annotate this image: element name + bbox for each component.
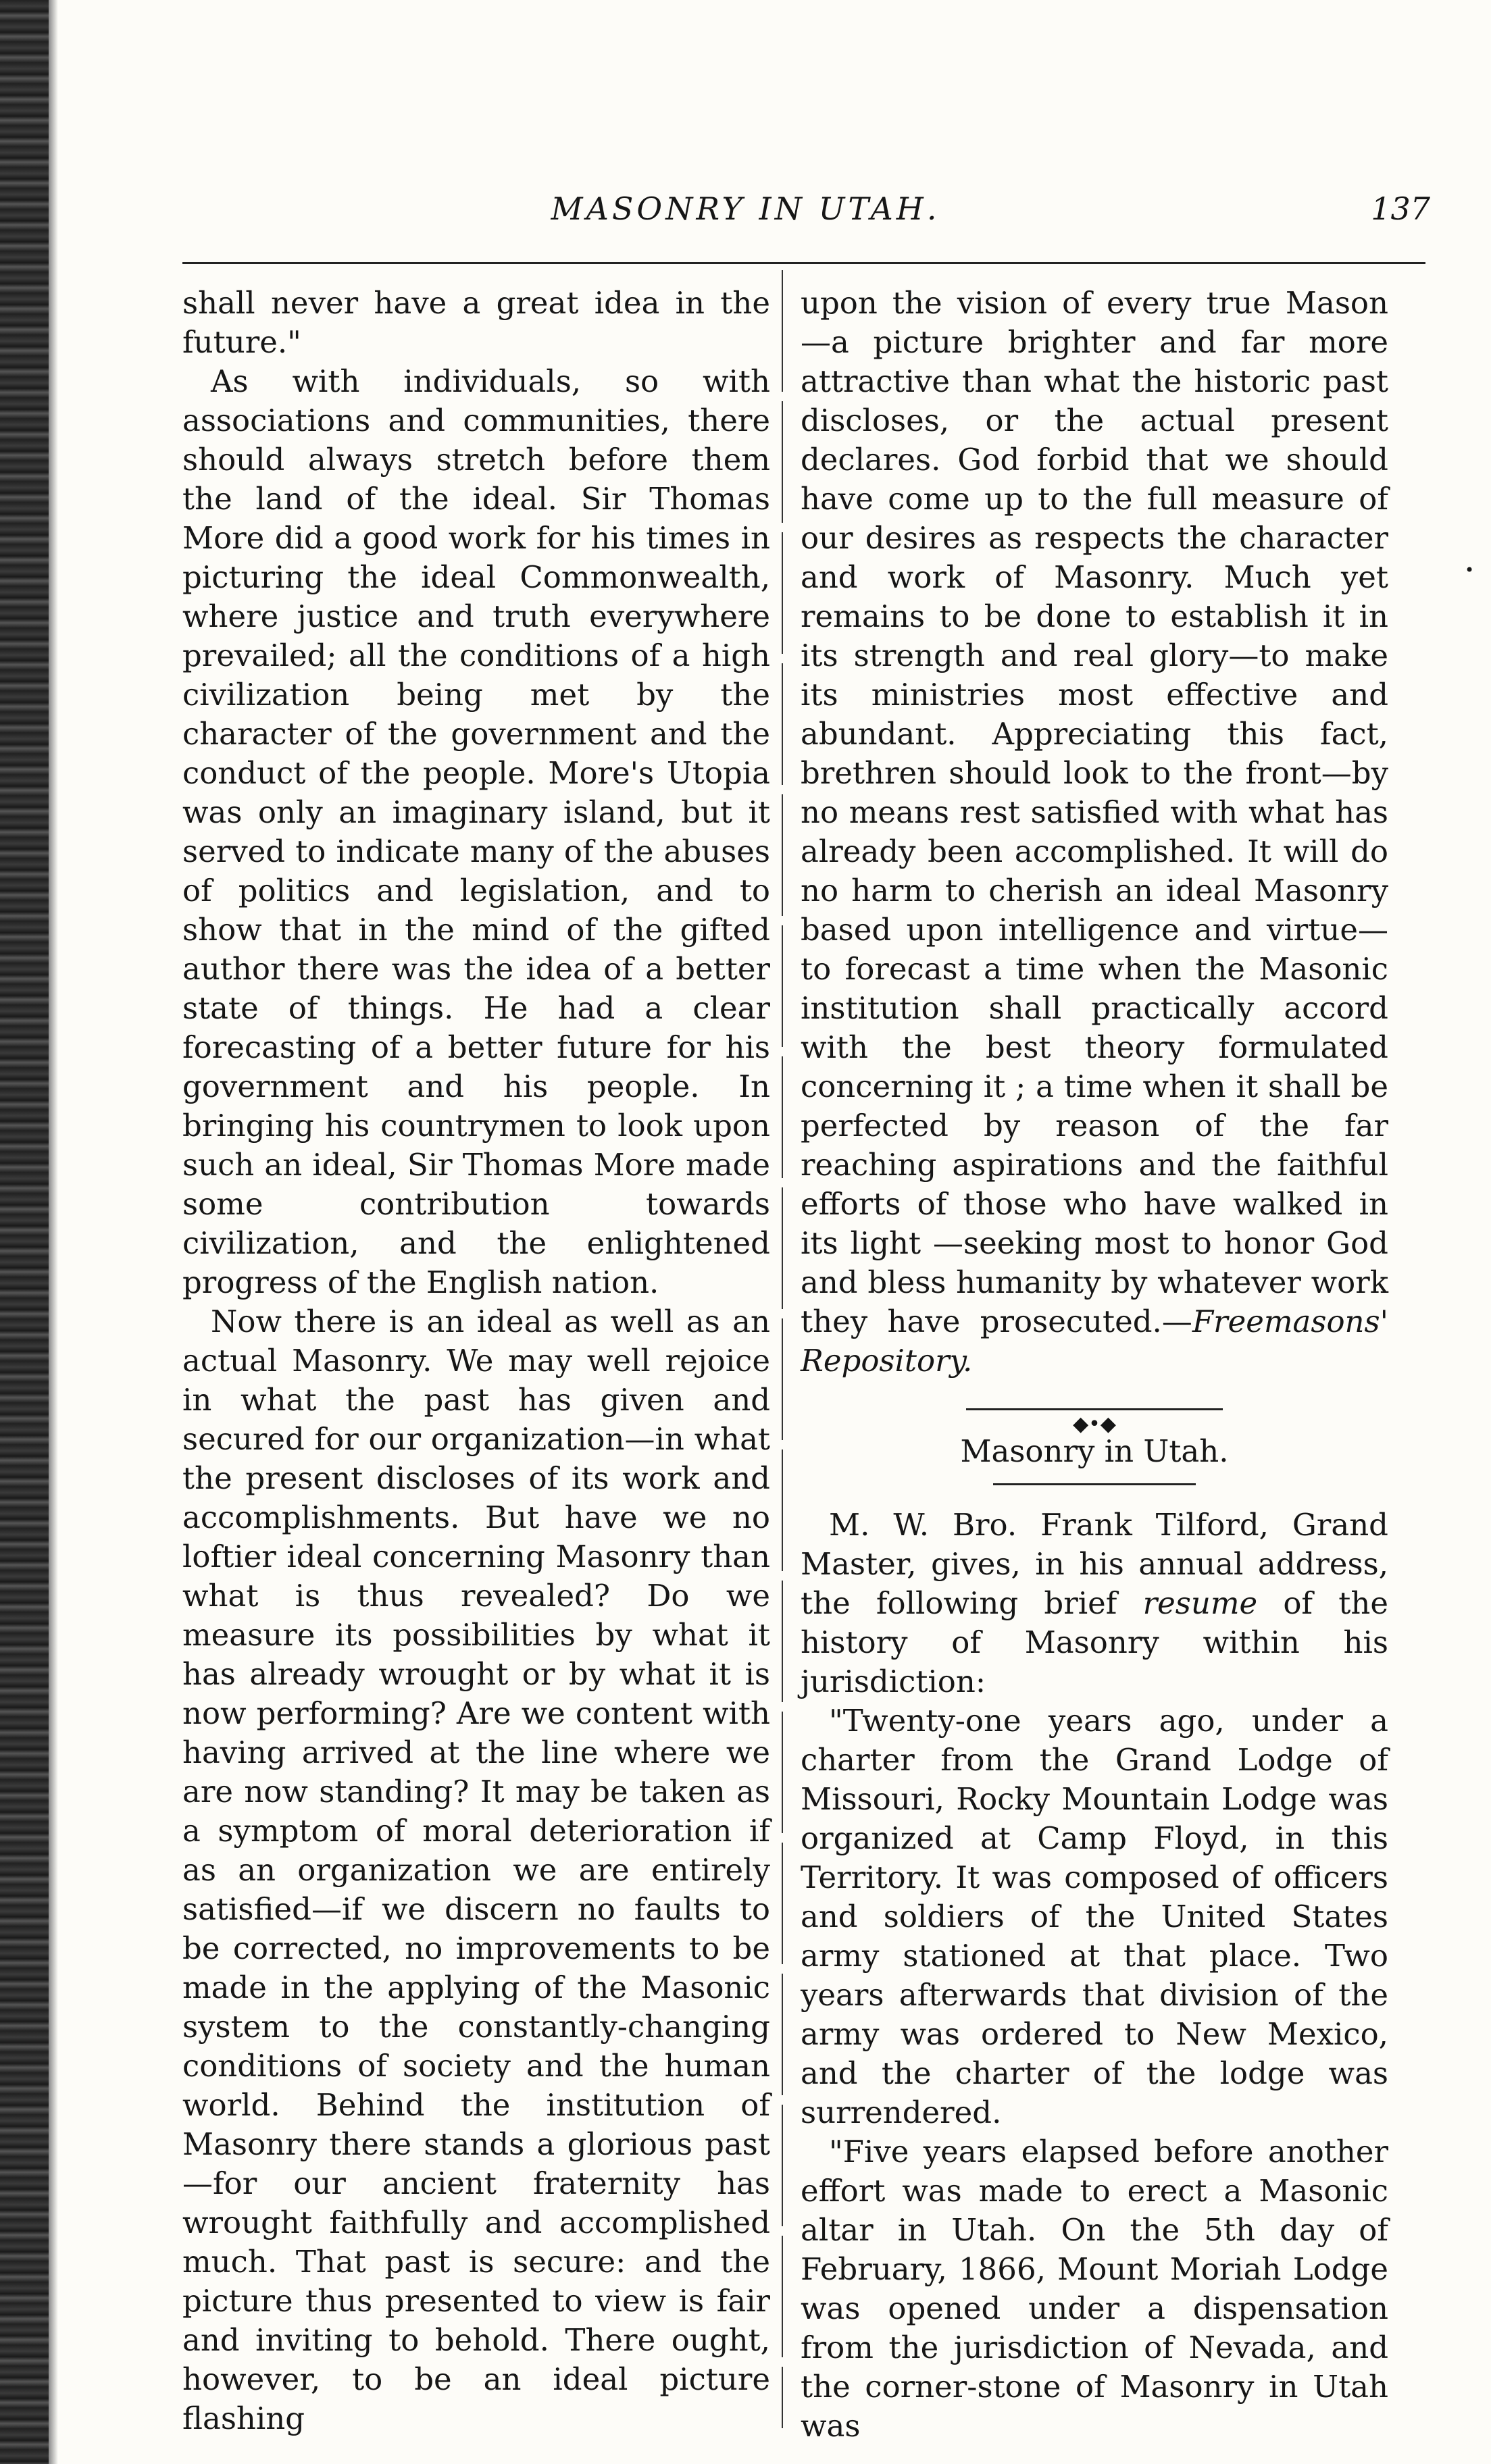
- paragraph: [801, 1506, 1388, 1701]
- section-ornament: [801, 1401, 1388, 1436]
- paragraph-text: M. W. Bro. Frank Tilford, Grand Master, gives, in his annual address, the following brief: [801, 1507, 1388, 1621]
- paragraph: [801, 284, 1388, 1381]
- heading-rule: [993, 1483, 1196, 1485]
- paragraph: "Five years elapsed before another effort was made to erect a Masonic altar in Utah. On the 5th day of February, 1866, Mount Moriah Lodge was opened under a dispensation from the jurisdiction of Nevada, and the corner-stone of Masonry in Utah was: [801, 2134, 1388, 2444]
- running-header: [0, 190, 1491, 231]
- right-column: [801, 284, 1388, 2446]
- header-rule: [182, 262, 1425, 264]
- paragraph-text: of the history of Masonry within his jurisdiction:: [801, 1585, 1388, 1699]
- ink-speck: •: [1465, 561, 1475, 580]
- book-spine-shadow: [0, 0, 49, 2464]
- paragraph: As with individuals, so with associations and communities, there should always stretch before them the land of the ideal. Sir Thomas More did a good work for his times in picturing the ideal Commonwealth, where justice and truth everywhere prevailed; all the conditions of a high civilization being met by the character of the government and the conduct of the people. More's Utopia was only an imaginary island, but it served to indicate many of the abuses of politics and legislation, and to show that in the mind of the gifted author there was the idea of a better state of things. He had a clear forecasting of a better future for his government and his people. In bringing his countrymen to look upon such an ideal, Sir Thomas More made some contribution towards civilization, and the enlightened progress of the English nation.: [182, 363, 770, 1300]
- section-heading: Masonry in Utah.: [960, 1433, 1229, 1469]
- running-title: MASONRY IN UTAH.: [551, 190, 940, 227]
- ornament-rule: [966, 1408, 1223, 1410]
- paragraph-text: upon the vision of every true Mason —a picture brighter and far more attractive than what the historic past discloses, or the actual present declares. God forbid that we should have come up to the full measure of our desires as respects the character and work of Masonry. Much yet remains to be done to establish it in its strength and real glory—to make its ministries most effective and abundant. Appreciating this fact, brethren should look to the front—by no means rest satisfied with what has already been accomplished. It will do no harm to cherish an ideal Masonry based upon intelligence and virtue—to forecast a time when the Masonic institution shall practically accord with the best theory formulated concerning it ; a time when it shall be perfected by reason of the far reaching aspirations and the faithful efforts of those who have walked in its light —seeking most to honor God and bless humanity by whatever work they have prosecuted.—: [801, 285, 1388, 1339]
- italic-term: resume: [1142, 1585, 1258, 1621]
- column-divider: [782, 270, 783, 2428]
- page-number: 137: [1371, 190, 1430, 227]
- paragraph: shall never have a great idea in the future.": [182, 285, 770, 360]
- source-citation: Freemasons' Repository.: [801, 1304, 1388, 1379]
- diamond-ornament-icon: ◆•◆: [1069, 1416, 1120, 1433]
- page-gutter: [49, 0, 58, 2464]
- paragraph: Now there is an ideal as well as an actual Masonry. We may well rejoice in what the past has given and secured for our organization—in what the present discloses of its work and accomplishments. But have we no loftier ideal concerning Masonry than what is thus revealed? Do we measure its possibilities by what it has already wrought or by what it is now performing? Are we content with having arrived at the line where we are now standing? It may be taken as a symptom of moral deterioration if as an organization we are entirely satisfied—if we discern no faults to be corrected, no improvements to be made in the applying of the Masonic system to the constantly-changing conditions of society and the human world. Behind the institution of Masonry there stands a glorious past—for our ancient fraternity has wrought faithfully and accomplished much. That past is secure: and the picture thus presented to view is fair and inviting to behold. There ought, however, to be an ideal picture flashing: [182, 1304, 770, 2436]
- paragraph: "Twenty-one years ago, under a charter from the Grand Lodge of Missouri, Rocky Mountain Lodge was organized at Camp Floyd, in this Territory. It was composed of officers and soldiers of the United States army stationed at that place. Two years afterwards that division of the army was ordered to New Mexico, and the charter of the lodge was surrendered.: [801, 1703, 1388, 2130]
- left-column: [182, 284, 770, 2438]
